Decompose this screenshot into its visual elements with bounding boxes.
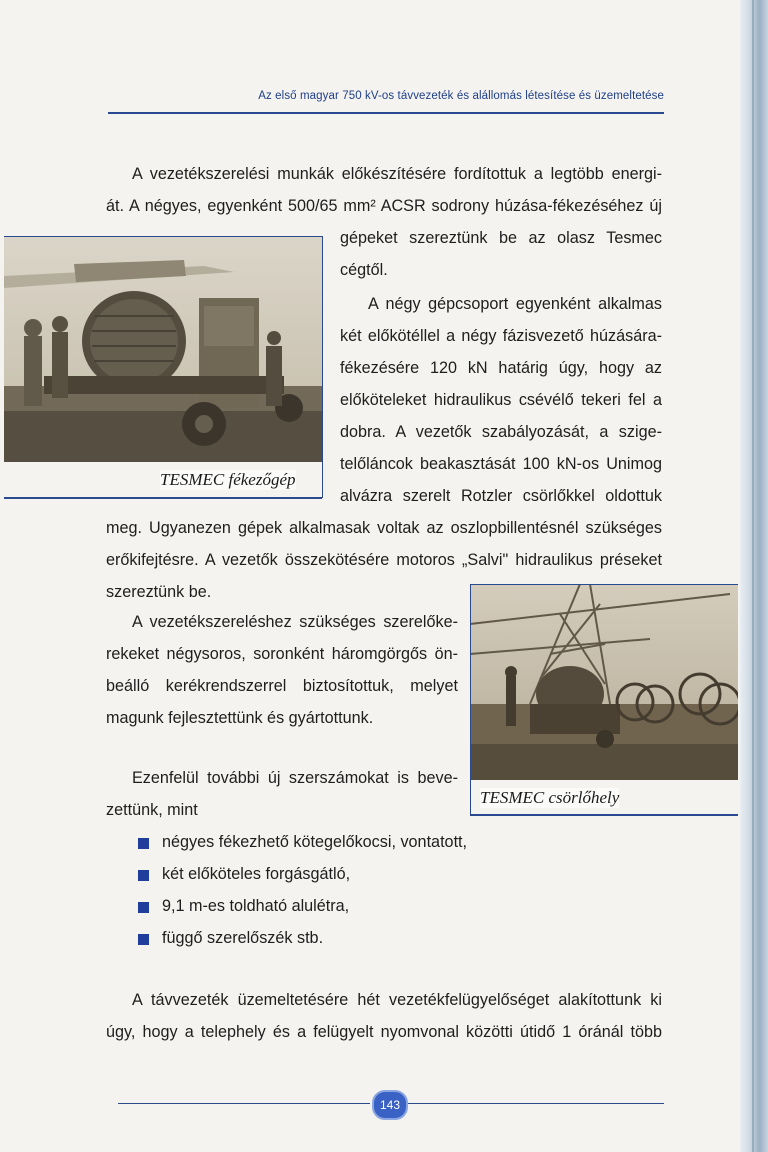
body-line: Ezenfelül további új szerszámokat is beve- — [132, 769, 458, 787]
bullet-item: függő szerelőszék stb. — [162, 929, 324, 947]
body-line: cégtől. — [340, 261, 388, 279]
body-line: zettünk, mint — [106, 801, 198, 819]
figure-caption-rule — [4, 497, 322, 499]
body-line: A vezetékszerelési munkák előkészítésére fordítottuk a legtöbb energi- — [132, 165, 662, 183]
body-line: dobra. A vezetők szabályozását, a szige- — [340, 423, 662, 441]
body-line: szereztünk be. — [106, 583, 212, 601]
bullet-square-icon — [138, 870, 149, 881]
body-line: A négy gépcsoport egyenként alkalmas — [368, 295, 662, 313]
bullet-square-icon — [138, 838, 149, 849]
figure-border-right — [322, 236, 323, 498]
footer-rule-right — [406, 1103, 664, 1104]
body-line: A távvezeték üzemeltetésére hét vezetékfelügyelőséget alakítottunk ki — [132, 991, 662, 1009]
body-line: át. A négyes, egyenként 500/65 mm² ACSR sodrony húzása-fékezéséhez új — [106, 197, 662, 215]
body-line: úgy, hogy a telephely és a felügyelt nyomvonal közötti útidő 1 óránál több — [106, 1023, 662, 1041]
bullet-square-icon — [138, 902, 149, 913]
body-line: magunk fejlesztettünk és gyártottunk. — [106, 709, 374, 727]
running-header: Az első magyar 750 kV-os távvezeték és alállomás létesítése és üzemeltetése — [258, 90, 664, 102]
page-edge-line — [752, 0, 754, 1152]
body-line: rekeket négysoros, soronként háromgörgős ön- — [106, 645, 458, 663]
tesmec-brake-machine-photo — [4, 236, 322, 462]
body-line: beálló kerékrendszerrel biztosítottuk, melyet — [106, 677, 458, 695]
page-number-badge: 143 — [372, 1090, 408, 1120]
page-edge — [740, 0, 768, 1152]
figure-border-left — [470, 584, 471, 816]
figure-caption-rule — [470, 814, 738, 816]
bullet-square-icon — [138, 934, 149, 945]
bullet-item: két előköteles forgásgátló, — [162, 865, 351, 883]
body-line: gépeket szereztünk be az olasz Tesmec — [340, 229, 662, 247]
body-line: alvázra szerelt Rotzler csörlőkkel oldottuk — [340, 487, 662, 505]
bullet-item: négyes fékezhető kötegelőkocsi, vontatott, — [162, 833, 468, 851]
body-line: meg. Ugyanezen gépek alkalmasak voltak az oszlopbillentésnél szükséges — [106, 519, 662, 537]
tesmec-winch-site-photo — [470, 584, 738, 780]
body-line: erőkifejtésre. A vezetők összekötésére motoros „Salvi" hidraulikus préseket — [106, 551, 662, 569]
figure-border-top — [470, 584, 738, 585]
figure-caption: TESMEC csörlőhely — [480, 788, 620, 807]
body-line: fékezésére 120 kN határig úgy, hogy az — [340, 359, 662, 377]
figure-caption: TESMEC fékezőgép — [160, 470, 296, 489]
body-line: telőláncok beakasztását 100 kN-os Unimog — [340, 455, 662, 473]
figure-border-top — [4, 236, 322, 237]
body-line: A vezetékszereléshez szükséges szerelőke- — [132, 613, 458, 631]
bullet-item: 9,1 m-es toldható alulétra, — [162, 897, 350, 915]
footer-rule-left — [118, 1103, 370, 1104]
header-rule — [108, 112, 664, 114]
body-line: két előkötéllel a négy fázisvezető húzására- — [340, 327, 662, 345]
body-line: előköteleket hidraulikus csévélő tekeri fel a — [340, 391, 662, 409]
